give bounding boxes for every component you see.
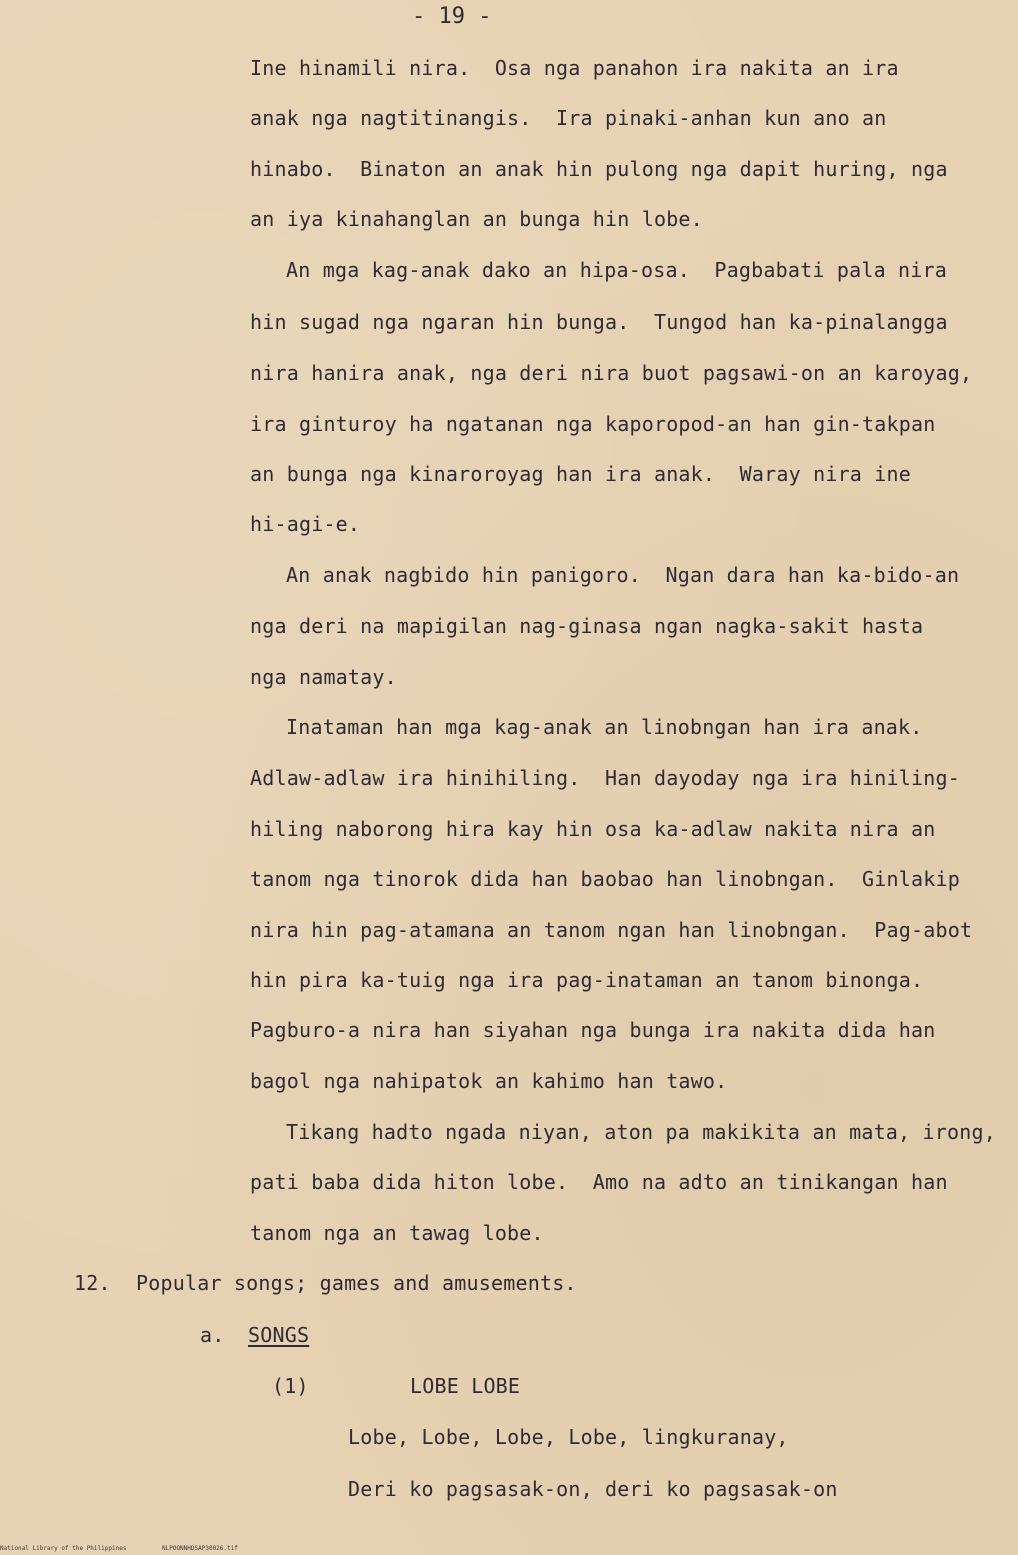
story-line: bagol nga nahipatok an kahimo han tawo.: [250, 1069, 728, 1093]
story-line: hiling naborong hira kay hin osa ka-adlaw nakita nira an: [250, 817, 936, 841]
footer-library-name: National Library of the Philippines: [0, 1545, 127, 1552]
story-line: Pagburo-a nira han siyahan nga bunga ira nakita dida han: [250, 1018, 936, 1042]
story-line: anak nga nagtitinangis. Ira pinaki-anhan kun ano an: [250, 106, 887, 130]
story-line: nga namatay.: [250, 665, 397, 689]
story-line: tanom nga an tawag lobe.: [250, 1221, 544, 1245]
song-line: Deri ko pagsasak-on, deri ko pagsasak-on: [348, 1477, 838, 1501]
story-line: ira ginturoy ha ngatanan nga kaporopod-an han gin-takpan: [250, 412, 936, 436]
story-line: hin pira ka-tuig nga ira pag-inataman an tanom binonga.: [250, 968, 924, 992]
section-title: Popular songs; games and amusements.: [136, 1271, 577, 1295]
story-line: nira hanira anak, nga deri nira buot pagsawi-on an karoyag,: [250, 361, 973, 385]
story-line: pati baba dida hiton lobe. Amo na adto an tinikangan han: [250, 1170, 948, 1194]
story-line: Inataman han mga kag-anak an linobngan han ira anak.: [286, 715, 923, 739]
story-line: an bunga nga kinaroroyag han ira anak. Waray nira ine: [250, 462, 912, 486]
story-line: an iya kinahanglan an bunga hin lobe.: [250, 207, 703, 231]
subsection-letter: a.: [200, 1323, 225, 1347]
song-line: Lobe, Lobe, Lobe, Lobe, lingkuranay,: [348, 1425, 789, 1449]
story-line: An mga kag-anak dako an hipa-osa. Pagbabati pala nira: [286, 258, 948, 282]
subsection-title: SONGS: [248, 1323, 310, 1347]
footer-file-name: NLPOONNHDSAP30026.tif: [162, 1545, 238, 1552]
story-line: Ine hinamili nira. Osa nga panahon ira nakita an ira: [250, 56, 899, 80]
story-line: hin sugad nga ngaran hin bunga. Tungod han ka-pinalangga: [250, 310, 948, 334]
page-number: - 19 -: [412, 4, 492, 29]
story-line: Tikang hadto ngada niyan, aton pa makikita an mata, irong,: [286, 1120, 996, 1144]
story-line: hinabo. Binaton an anak hin pulong nga dapit huring, nga: [250, 157, 948, 181]
story-line: Adlaw-adlaw ira hinihiling. Han dayoday nga ira hiniling-: [250, 766, 960, 790]
story-line: nga deri na mapigilan nag-ginasa ngan nagka-sakit hasta: [250, 614, 924, 638]
story-line: An anak nagbido hin panigoro. Ngan dara han ka-bido-an: [286, 563, 960, 587]
story-line: hi-agi-e.: [250, 512, 361, 536]
song-number: (1): [272, 1374, 309, 1398]
story-line: tanom nga tinorok dida han baobao han linobngan. Ginlakip: [250, 867, 960, 891]
song-title: LOBE LOBE: [410, 1374, 521, 1398]
story-line: nira hin pag-atamana an tanom ngan han linobngan. Pag-abot: [250, 918, 973, 942]
section-number: 12.: [74, 1271, 111, 1295]
